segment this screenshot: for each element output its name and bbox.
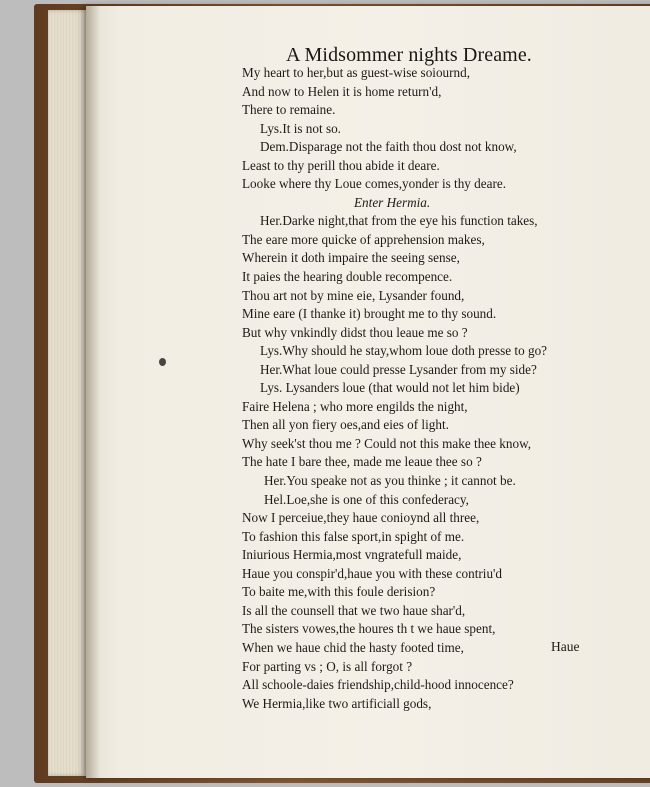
verse-line: Least to thy perill thou abide it deare.	[242, 157, 440, 173]
verse-line: Lys.Why should he stay,whom loue doth presse to go?	[260, 343, 548, 359]
verse-line: Lys. Lysanders loue (that would not let him bide)	[260, 380, 520, 396]
verse-line: Her.Darke night,that from the eye his function takes,	[260, 213, 538, 229]
verse-line: For parting vs ; O, is all forgot ?	[242, 658, 413, 674]
verse-line: The sisters vowes,the houres th t we haue spent,	[242, 621, 496, 637]
catchword: Haue	[551, 639, 580, 654]
verse-line: My heart to her,but as guest-wise soiournd,	[242, 65, 471, 80]
verse-line: Now I perceiue,they haue conioynd all three,	[242, 510, 480, 526]
verse-line: There to remaine.	[242, 102, 336, 118]
verse-line: Iniurious Hermia,most vngratefull maide,	[242, 547, 462, 563]
running-head: A Midsommer nights Dreame.	[286, 44, 532, 66]
verse-line: All schoole-daies friendship,child-hood innocence?	[242, 677, 514, 693]
verse-line: Then all yon fiery oes,and eies of light.	[242, 417, 449, 433]
verse-line: Enter Hermia.	[354, 194, 431, 210]
verse-line: The eare more quicke of apprehension makes,	[242, 231, 485, 247]
verse-line: Wherein it doth impaire the seeing sense,	[242, 250, 460, 266]
verse-line: When we haue chid the hasty footed time,	[242, 639, 464, 655]
verse-line: Why seek'st thou me ? Could not this make thee know,	[242, 435, 532, 451]
verse-line: To fashion this false sport,in spight of me.	[242, 528, 465, 544]
verse-line: Haue you conspir'd,haue you with these contriu'd	[242, 565, 503, 581]
verse-line: Mine eare (I thanke it) brought me to thy sound.	[242, 306, 497, 322]
verse-line: To baite me,with this foule derision?	[242, 584, 436, 600]
verse-line: Hel.Loe,she is one of this confederacy,	[264, 491, 469, 507]
verse-line: Her.What loue could presse Lysander from my side?	[260, 361, 537, 377]
ink-blot	[159, 358, 166, 366]
verse-text-block	[242, 64, 650, 713]
verse-line: Is all the counsell that we two haue shar'd,	[242, 602, 466, 618]
verse-line: Thou art not by mine eie, Lysander found,	[242, 287, 465, 303]
verse-line: We Hermia,like two artificiall gods,	[242, 695, 432, 711]
verse-line: And now to Helen it is home return'd,	[242, 83, 442, 99]
gutter-shadow	[86, 6, 100, 778]
page-edges	[48, 10, 88, 776]
verse-line: Lys.It is not so.	[260, 120, 341, 136]
verse-line: It paies the hearing double recompence.	[242, 269, 453, 285]
verse-line: The hate I bare thee, made me leaue thee so ?	[242, 454, 482, 470]
verse-line: But why vnkindly didst thou leaue me so ?	[242, 324, 468, 340]
verse-line: Looke where thy Loue comes,yonder is thy deare.	[242, 176, 507, 192]
verse-line: Faire Helena ; who more engilds the night,	[242, 398, 468, 414]
verse-line: Her.You speake not as you thinke ; it cannot be.	[264, 473, 516, 489]
verse-line: Dem.Disparage not the faith thou dost not know,	[260, 139, 517, 155]
